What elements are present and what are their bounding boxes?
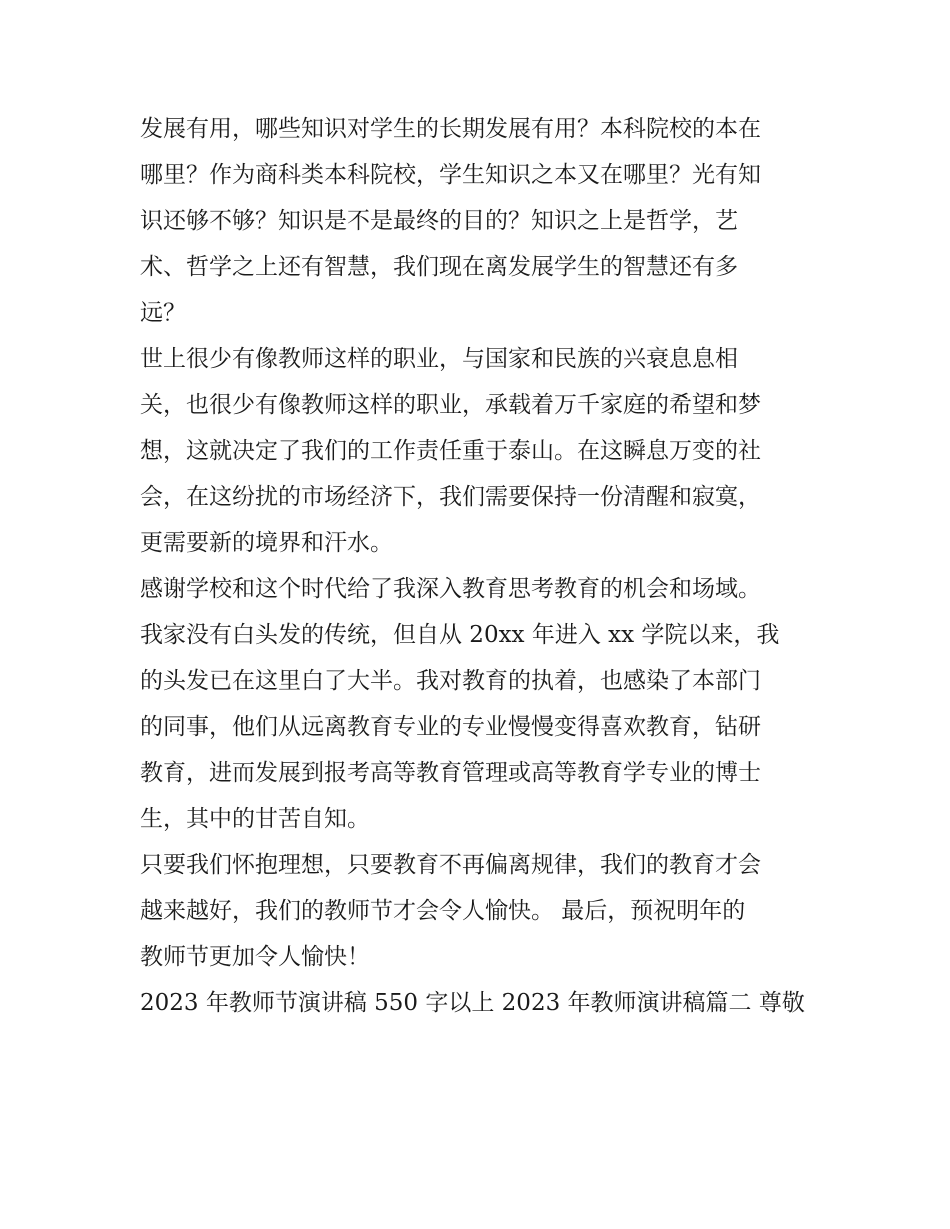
- text-line: 感谢学校和这个时代给了我深入教育思考教育的机会和场域。: [140, 576, 761, 602]
- text-line: 生，其中的甘苦自知。: [140, 806, 370, 832]
- text-line: 术、哲学之上还有智慧，我们现在离发展学生的智慧还有多: [140, 254, 738, 280]
- text-line: 教师节更加令人愉快！: [140, 944, 370, 970]
- text-line: 更需要新的境界和汗水。: [140, 530, 393, 556]
- text-line: 世上很少有像教师这样的职业，与国家和民族的兴衰息息相: [140, 346, 738, 372]
- text-line: 识还够不够？知识是不是最终的目的？知识之上是哲学，艺: [140, 208, 738, 234]
- text-line: 想，这就决定了我们的工作责任重于泰山。在这瞬息万变的社: [140, 438, 761, 464]
- text-line: 我家没有白头发的传统，但自从 20xx 年进入 xx 学院以来，我: [140, 622, 780, 648]
- text-line: 远？: [140, 300, 186, 326]
- text-line: 只要我们怀抱理想，只要教育不再偏离规律，我们的教育才会: [140, 852, 761, 878]
- text-line: 的头发已在这里白了大半。我对教育的执着，也感染了本部门: [140, 668, 761, 694]
- body-text: [140, 106, 820, 1026]
- text-line: 会，在这纷扰的市场经济下，我们需要保持一份清醒和寂寞，: [140, 484, 761, 510]
- text-line: 发展有用，哪些知识对学生的长期发展有用？本科院校的本在: [140, 116, 761, 142]
- text-line: 的同事，他们从远离教育专业的专业慢慢变得喜欢教育，钻研: [140, 714, 761, 740]
- text-line: 越来越好，我们的教师节才会令人愉快。 最后，预祝明年的: [140, 898, 746, 924]
- text-line: 2023 年教师节演讲稿 550 字以上 2023 年教师演讲稿篇二 尊敬: [140, 990, 805, 1016]
- text-line: 哪里？作为商科类本科院校，学生知识之本又在哪里？光有知: [140, 162, 761, 188]
- text-line: 教育，进而发展到报考高等教育管理或高等教育学专业的博士: [140, 760, 761, 786]
- text-line: 关，也很少有像教师这样的职业，承载着万千家庭的希望和梦: [140, 392, 761, 418]
